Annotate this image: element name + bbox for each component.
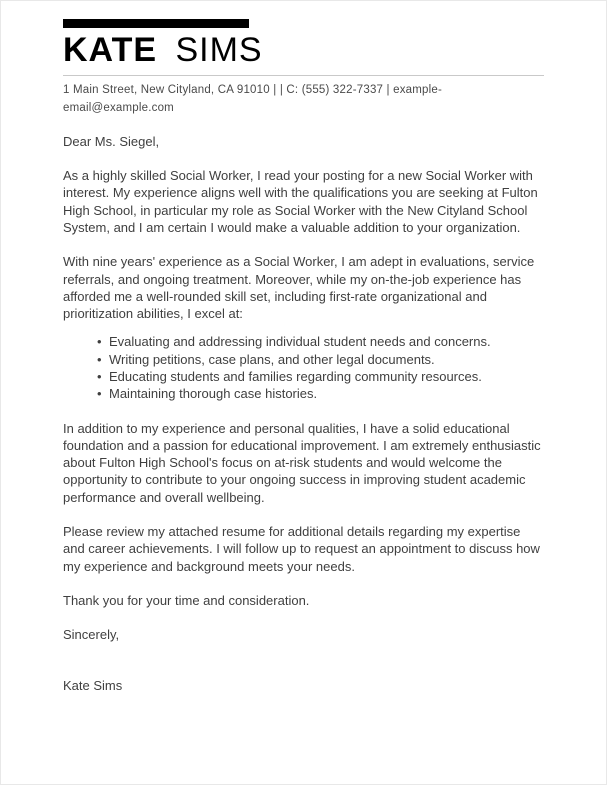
letter-header	[63, 19, 544, 117]
skills-bullet-list	[63, 333, 544, 402]
header-divider	[63, 75, 544, 76]
closing-line: Sincerely,	[63, 627, 120, 643]
bullet-item: • Evaluating and addressing individual student needs and concerns.	[97, 333, 544, 350]
salutation: Dear Ms. Siegel,	[63, 133, 160, 149]
paragraph-follow-up: Please review my attached resume for additional details regarding my expertise and career achievements. I will follow up to request an appointment to discuss how my experience and background meets your needs.	[63, 523, 540, 574]
bullet-item: • Maintaining thorough case histories.	[97, 385, 544, 402]
contact-info: 1 Main Street, New Cityland, CA 91010 | | C: (555) 322-7337 | example-email@example.com	[63, 84, 443, 114]
applicant-name	[63, 32, 544, 69]
header-accent-bar	[63, 19, 249, 28]
paragraph-intro: As a highly skilled Social Worker, I read your posting for a new Social Worker with interest. My experience aligns well with the qualifications you are seeking at Fulton High School, in particular my role as Social Worker with the New Cityland School System, and I am certain I would make a valuable addition to your organization.	[63, 168, 538, 236]
thank-you-line: Thank you for your time and consideration.	[63, 592, 310, 608]
paragraph-experience: With nine years' experience as a Social Worker, I am adept in evaluations, service referrals, and ongoing treatment. Moreover, while my on-the-job experience has afforded me a well-rounded skill set, including first-rate organizational and prioritization abilities, I excel at:	[63, 254, 535, 322]
applicant-first-name: KATE	[63, 31, 158, 69]
bullet-item: • Writing petitions, case plans, and other legal documents.	[97, 351, 544, 368]
letter-body	[63, 133, 544, 695]
applicant-last-name: SIMS	[175, 31, 263, 69]
signature-name: Kate Sims	[63, 678, 123, 694]
paragraph-education: In addition to my experience and personal qualities, I have a solid educational foundation and a passion for educational improvement. I am extremely enthusiastic about Fulton High School's focus on at-risk students and would welcome the opportunity to contribute to your ongoing success in improving student academic performance and overall wellbeing.	[63, 420, 541, 505]
bullet-item: • Educating students and families regarding community resources.	[97, 368, 544, 385]
